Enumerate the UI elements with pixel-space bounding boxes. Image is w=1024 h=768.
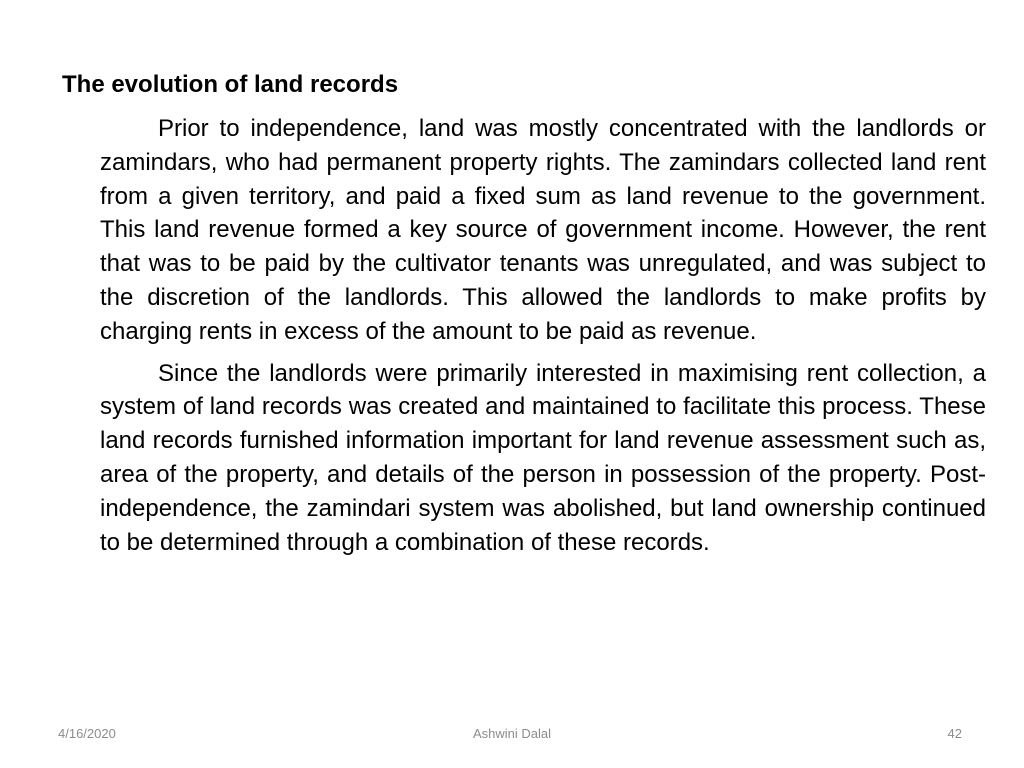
slide-body <box>100 112 986 567</box>
slide-heading: The evolution of land records <box>62 71 399 98</box>
body-paragraph-2: Since the landlords were primarily interested in maximising rent collection, a system of land records was created and maintained to facilitate this process. These land records furnished information important for land revenue assessment such as, area of the property, and details of the person in possession of the property. Post-independence, the zamindari system was abolished, but land ownership continued to be determined through a combination of these records. <box>100 359 986 556</box>
footer-date: 4/16/2020 <box>58 726 116 741</box>
body-paragraph-1: Prior to independence, land was mostly concentrated with the landlords or zamindars, who had permanent property rights. The zamindars collected land rent from a given territory, and paid a fixed sum as land revenue to the government. This land revenue formed a key source of government income. However, the rent that was to be paid by the cultivator tenants was unregulated, and was subject to the discretion of the landlords. This allowed the landlords to make profits by charging rents in excess of the amount to be paid as revenue. <box>100 115 986 345</box>
footer-page-number: 42 <box>947 726 962 741</box>
footer-author: Ashwini Dalal <box>472 726 552 741</box>
